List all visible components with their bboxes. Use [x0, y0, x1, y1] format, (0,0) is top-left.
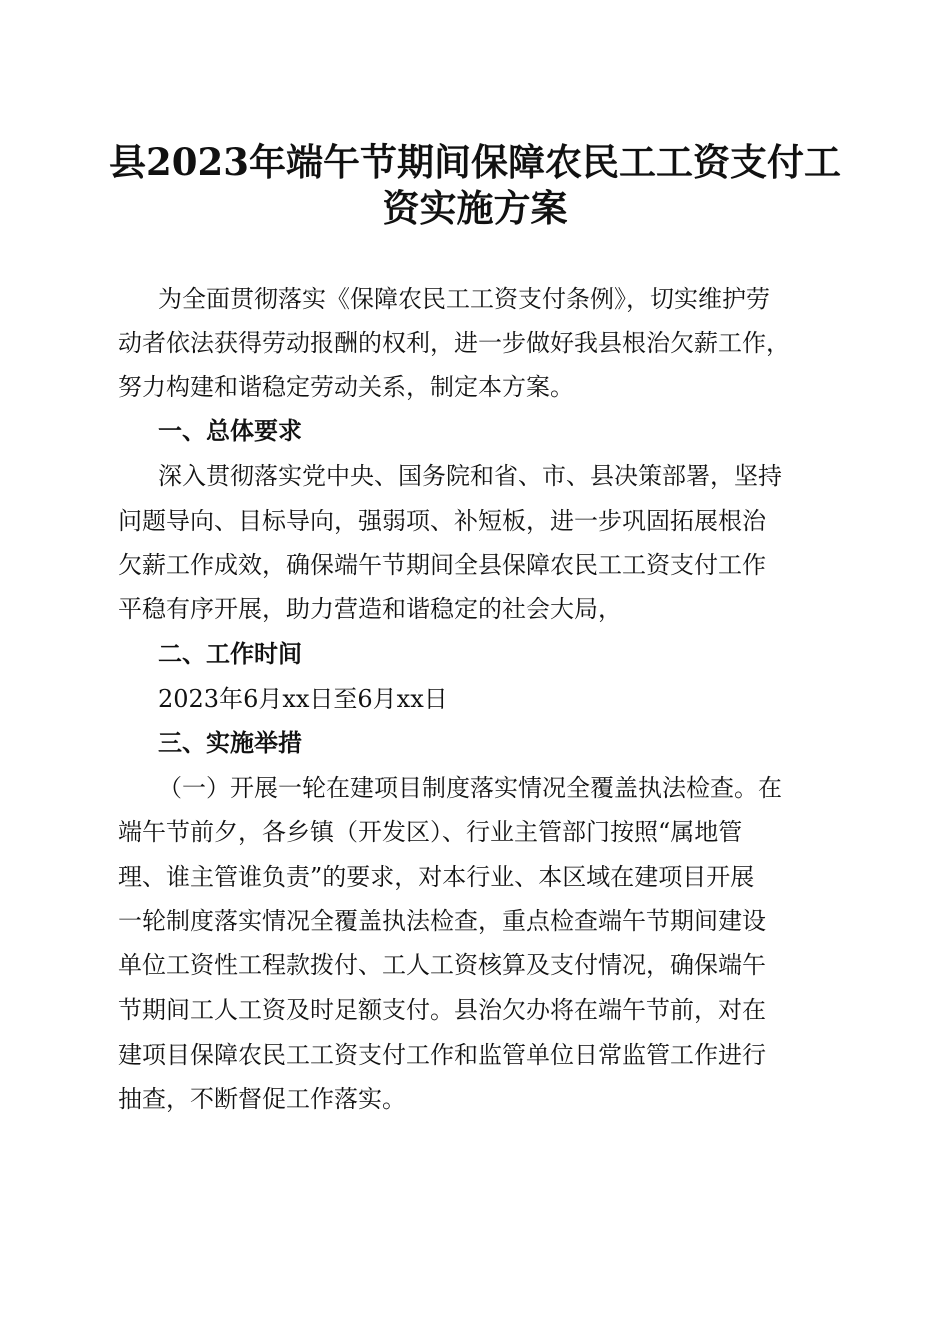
- intro-line-2: 动者依法获得劳动报酬的权利，进一步做好我县根治欠薪工作，: [118, 329, 790, 357]
- document-title-line-1: 县2023年端午节期间保障农民工工资支付工: [109, 140, 841, 184]
- section-3-line-1: （一）开展一轮在建项目制度落实情况全覆盖执法检查。在: [158, 774, 782, 802]
- section-3-line-6: 节期间工人工资及时足额支付。县治欠办将在端午节前，对在: [118, 996, 766, 1024]
- section-2-line-1: 2023年6月xx日至6月xx日: [158, 685, 448, 713]
- section-3-line-8: 抽查，不断督促工作落实。: [118, 1085, 406, 1113]
- intro-line-3: 努力构建和谐稳定劳动关系，制定本方案。: [118, 373, 574, 401]
- section-1-line-1: 深入贯彻落实党中央、国务院和省、市、县决策部署，坚持: [158, 462, 782, 490]
- intro-line-1: 为全面贯彻落实《保障农民工工资支付条例》，切实维护劳: [158, 285, 770, 313]
- section-3-line-7: 建项目保障农民工工资支付工作和监管单位日常监管工作进行: [118, 1041, 766, 1069]
- section-1-line-2: 问题导向、目标导向，强弱项、补短板，进一步巩固拓展根治: [118, 507, 766, 535]
- section-2-heading: 二、工作时间: [158, 640, 302, 668]
- section-3-line-2: 端午节前夕，各乡镇（开发区）、行业主管部门按照“属地管: [118, 818, 743, 846]
- section-3-line-3: 理、谁主管谁负责”的要求，对本行业、本区域在建项目开展: [118, 863, 755, 891]
- section-3-heading: 三、实施举措: [158, 729, 302, 757]
- section-1-line-3: 欠薪工作成效，确保端午节期间全县保障农民工工资支付工作: [118, 551, 766, 579]
- section-3-line-4: 一轮制度落实情况全覆盖执法检查，重点检查端午节期间建设: [118, 907, 766, 935]
- section-1-heading: 一、总体要求: [158, 417, 302, 445]
- section-1-line-4: 平稳有序开展，助力营造和谐稳定的社会大局，: [118, 595, 622, 623]
- document-title-line-2: 资实施方案: [382, 186, 568, 230]
- section-3-line-5: 单位工资性工程款拨付、工人工资核算及支付情况，确保端午: [118, 951, 766, 979]
